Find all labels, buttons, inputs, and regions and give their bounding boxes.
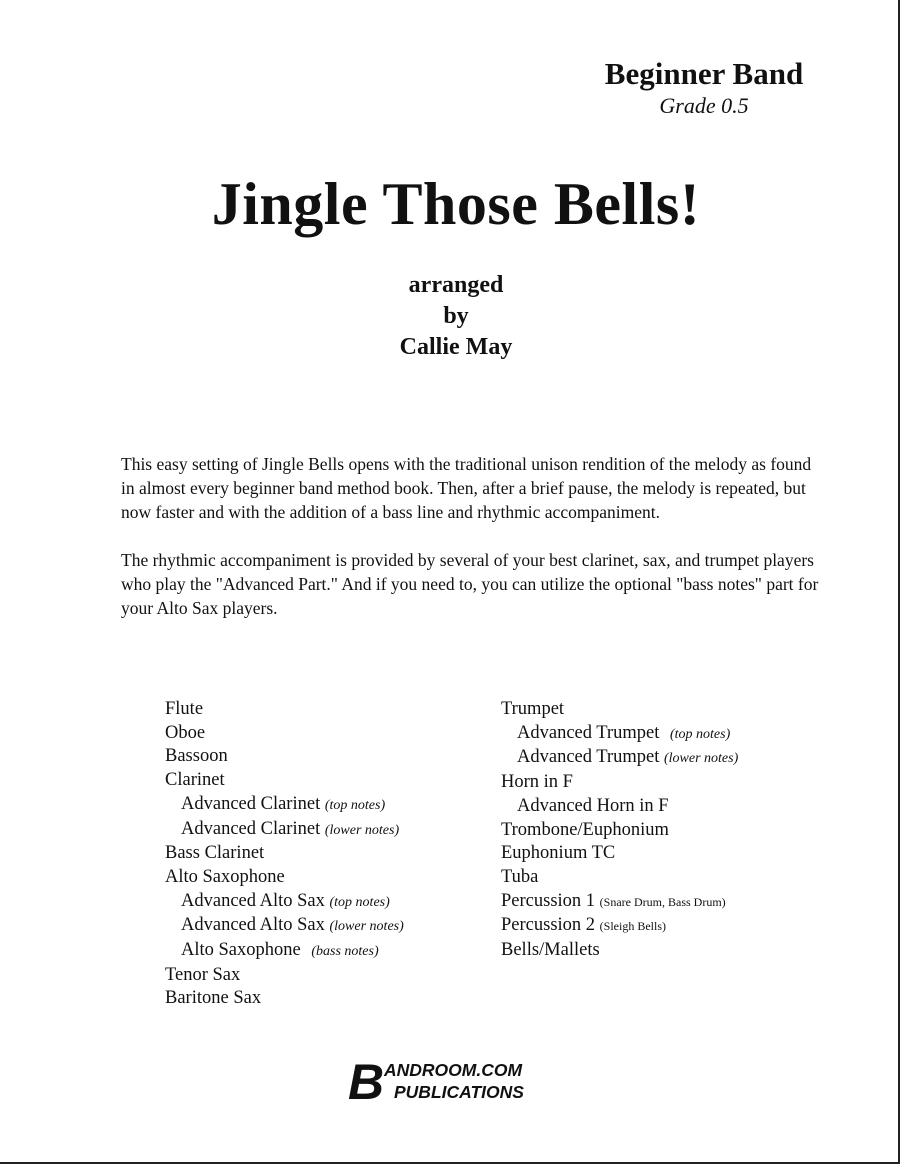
part-note: (bass notes) (311, 944, 379, 960)
logo-initial: B (348, 1055, 385, 1107)
part-advanced-clarinet-top (165, 793, 485, 818)
part-flute (165, 698, 485, 722)
part-note: (top notes) (669, 726, 731, 742)
publisher-logo (348, 1055, 568, 1107)
part-bells-mallets (501, 939, 821, 963)
part-advanced-horn-in-f (501, 795, 821, 819)
description (121, 452, 821, 644)
part-name: Horn in F (501, 772, 573, 793)
instrument-list-right (501, 698, 821, 963)
part-baritone-sax (165, 987, 485, 1011)
part-note: (Sleigh Bells) (599, 919, 666, 934)
grade-label: Grade 0.5 (659, 93, 749, 118)
part-name: Percussion 1 (501, 890, 596, 911)
part-note: (top notes) (329, 894, 390, 910)
part-name: Advanced Clarinet (181, 793, 321, 814)
part-name: Trombone/Euphonium (501, 819, 669, 840)
part-note: (Snare Drum, Bass Drum) (599, 894, 726, 909)
part-name: Advanced Horn in F (517, 795, 669, 816)
part-clarinet (165, 769, 485, 793)
piece-title: Jingle Those Bells! (211, 171, 701, 237)
credit-by: by (443, 303, 469, 329)
part-euphonium-tc (501, 842, 821, 866)
part-name: Euphonium TC (501, 843, 616, 864)
part-oboe (165, 722, 485, 746)
part-advanced-clarinet-lower (165, 818, 485, 843)
part-name: Bass Clarinet (165, 843, 265, 864)
part-advanced-trumpet-lower (501, 746, 821, 771)
part-note: (lower notes) (663, 751, 739, 767)
part-bass-clarinet (165, 842, 485, 866)
part-note: (top notes) (324, 797, 386, 813)
logo-line1: ANDROOM.COM (384, 1060, 523, 1080)
part-bassoon (165, 745, 485, 769)
part-name: Advanced Trumpet (517, 722, 660, 743)
part-tenor-sax (165, 964, 485, 988)
part-alto-saxophone-bass (165, 939, 485, 964)
part-name: Oboe (165, 722, 206, 743)
part-name: Bells/Mallets (501, 940, 600, 961)
part-name: Baritone Sax (165, 988, 262, 1009)
part-name: Advanced Clarinet (181, 818, 321, 839)
part-percussion-2 (501, 914, 821, 939)
logo-line2: PUBLICATIONS (394, 1082, 524, 1102)
instrument-list-left (165, 698, 485, 1011)
part-trumpet (501, 698, 821, 722)
part-alto-saxophone (165, 866, 485, 890)
part-horn-in-f (501, 771, 821, 795)
part-name: Clarinet (165, 770, 225, 791)
part-trombone-euphonium (501, 819, 821, 843)
part-name: Bassoon (165, 746, 228, 767)
level-block (584, 56, 824, 120)
part-name: Flute (165, 699, 204, 719)
part-name: Alto Saxophone (181, 940, 301, 961)
part-name: Advanced Alto Sax (181, 915, 325, 936)
part-note: (lower notes) (329, 919, 404, 935)
part-advanced-trumpet-top (501, 722, 821, 747)
part-name: Tuba (501, 866, 539, 887)
credit-arranged: arranged (408, 272, 504, 298)
part-note: (lower notes) (324, 822, 400, 838)
part-name: Percussion 2 (501, 915, 596, 936)
credit-block (0, 270, 900, 363)
part-advanced-alto-sax-lower (165, 914, 485, 939)
part-name: Alto Saxophone (165, 866, 285, 887)
description-paragraph-1: This easy setting of Jingle Bells opens with the traditional unison rendition of the melody as found in almost every beginner band method book. Then, after a brief pause, the melody is repeated, but now faster and with the addition of a bass line and rhythmic accompaniment. (121, 454, 812, 522)
part-name: Advanced Alto Sax (181, 890, 325, 911)
part-tuba (501, 866, 821, 890)
part-name: Trumpet (501, 699, 565, 719)
part-name: Advanced Trumpet (517, 747, 660, 768)
arranger-name: Callie May (399, 334, 513, 360)
level-label: Beginner Band (604, 56, 804, 91)
part-advanced-alto-sax-top (165, 890, 485, 915)
part-name: Tenor Sax (165, 964, 241, 985)
part-percussion-1 (501, 890, 821, 915)
description-paragraph-2: The rhythmic accompaniment is provided by several of your best clarinet, sax, and trumpet players who play the "Advanced Part." And if you need to, you can utilize the optional "bass notes" part for your Alto Sax players. (121, 550, 819, 618)
